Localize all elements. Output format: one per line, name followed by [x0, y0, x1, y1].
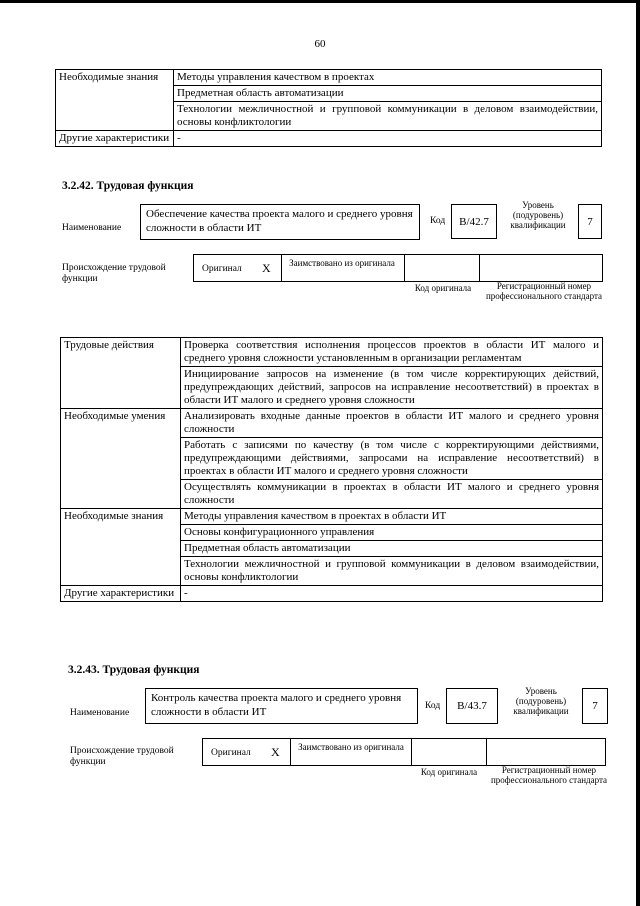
function-name: Обеспечение качества проекта малого и среднего уровня сложности в области ИТ: [140, 204, 420, 240]
level-label: Уровень (подуровень) квалификации: [513, 686, 569, 716]
scan-edge-top: [0, 0, 640, 3]
level-label: Уровень (подуровень) квалификации: [510, 200, 566, 230]
knowledge-item: Предметная область автоматизации: [174, 86, 602, 102]
borrowed-label: Заимствовано из оригинала: [289, 258, 395, 268]
function-details-table: [60, 337, 603, 602]
code-label: Код: [425, 701, 441, 711]
borrowed-label: Заимствовано из оригинала: [298, 742, 404, 752]
skill-item: Осуществлять коммуникации в проектах в области ИТ малого и среднего уровня сложности: [181, 480, 603, 509]
action-item: Проверка соответствия исполнения процессов проектов в области ИТ малого и среднего уровня сложности установленным в организации регламентам: [181, 338, 603, 367]
knowledge-item: Методы управления качеством в проектах в области ИТ: [181, 509, 603, 525]
reg-number-label: Регистрационный номер профессионального стандарта: [490, 765, 608, 785]
original-mark: X: [262, 261, 271, 275]
level-value: 7: [578, 204, 602, 239]
name-label: Наименование: [62, 223, 122, 233]
code-label: Код: [430, 216, 446, 226]
knowledge-label: Необходимые знания: [61, 509, 181, 586]
function-name: Контроль качества проекта малого и среднего уровня сложности в области ИТ: [145, 688, 418, 724]
actions-label: Трудовые действия: [61, 338, 181, 409]
other-label: Другие характеристики: [61, 586, 181, 602]
name-label: Наименование: [70, 708, 130, 718]
code-value: B/42.7: [451, 204, 497, 239]
top-knowledge-table: [55, 69, 602, 147]
section-heading: 3.2.42. Трудовая функция: [62, 180, 194, 192]
code-original-label: Код оригинала: [420, 767, 478, 777]
knowledge-item: Технологии межличностной и групповой коммуникации в деловом взаимодействии, основы конфликтологии: [181, 557, 603, 586]
origin-box: [202, 738, 606, 766]
knowledge-item: Методы управления качеством в проектах: [174, 70, 602, 86]
page-number: 60: [314, 38, 326, 50]
code-original-label: Код оригинала: [414, 283, 472, 293]
other-value: -: [181, 586, 603, 602]
knowledge-item: Основы конфигурационного управления: [181, 525, 603, 541]
knowledge-item: Технологии межличностной и групповой коммуникации в деловом взаимодействии, основы конфликтологии: [174, 102, 602, 131]
knowledge-label: Необходимые знания: [56, 70, 174, 131]
original-label: Оригинал: [202, 264, 242, 274]
skill-item: Анализировать входные данные проектов в области ИТ малого и среднего уровня сложности: [181, 409, 603, 438]
origin-box: [193, 254, 603, 282]
reg-number-label: Регистрационный номер профессионального стандарта: [485, 281, 603, 301]
action-item: Инициирование запросов на изменение (в том числе корректирующих действий, предупреждающих действий, запросов на исправление несоответствий) в проектах в области ИТ малого и среднего уровня сложности: [181, 367, 603, 409]
knowledge-item: Предметная область автоматизации: [181, 541, 603, 557]
section-heading: 3.2.43. Трудовая функция: [68, 664, 200, 676]
skill-item: Работать с записями по качеству (в том числе с корректирующими действиями, предупреждающими действиями, запросами на исправление несоответствий) в проектах в области ИТ малого и среднего уровня сложности: [181, 438, 603, 480]
scan-edge-right: [636, 0, 640, 906]
code-value: B/43.7: [446, 688, 498, 724]
other-value: -: [174, 131, 602, 147]
original-mark: X: [271, 745, 280, 759]
original-label: Оригинал: [211, 748, 251, 758]
other-label: Другие характеристики: [56, 131, 174, 147]
skills-label: Необходимые умения: [61, 409, 181, 509]
origin-label: Происхождение трудовой функции: [70, 746, 174, 767]
level-value: 7: [582, 688, 608, 724]
origin-label: Происхождение трудовой функции: [62, 263, 166, 284]
